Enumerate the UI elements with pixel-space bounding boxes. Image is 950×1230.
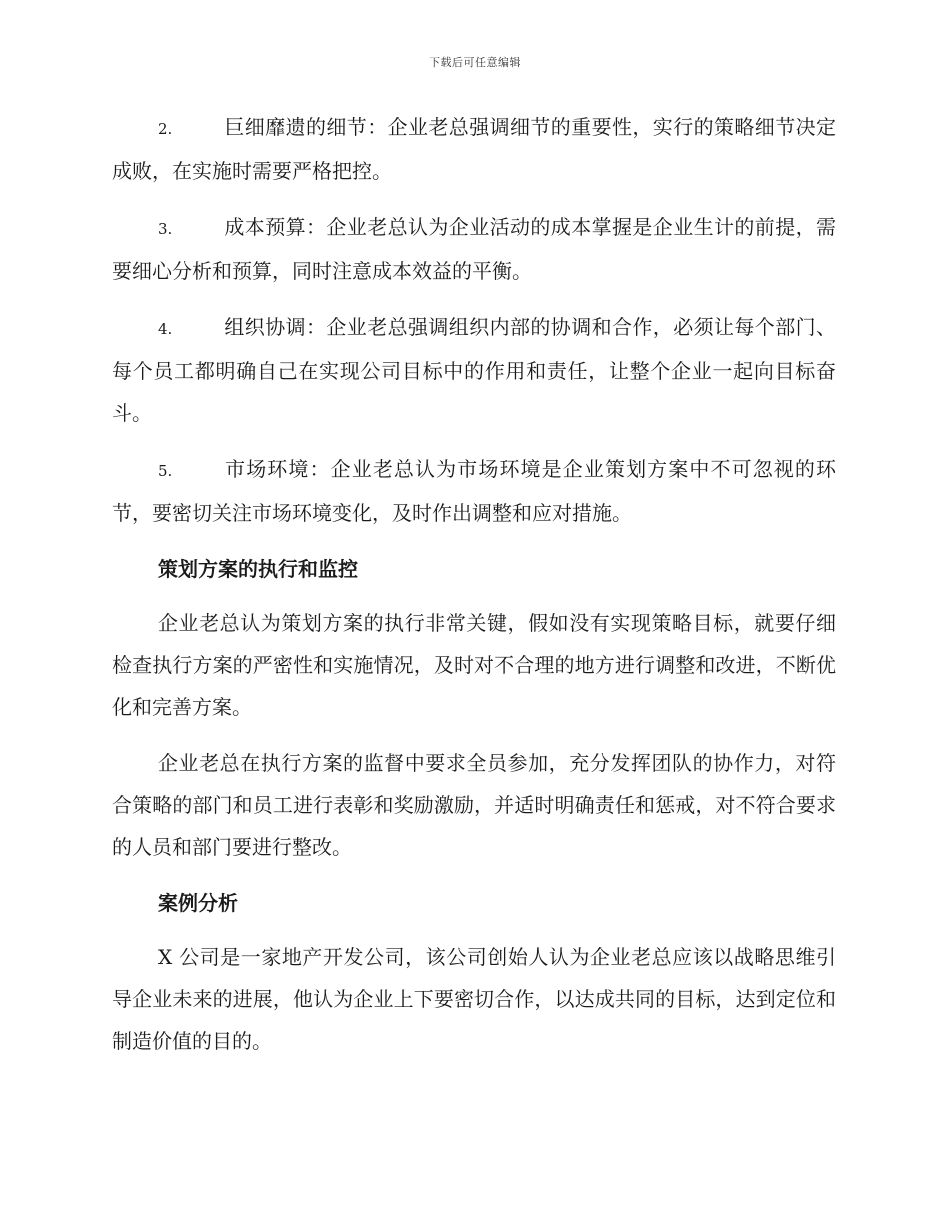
list-item-number: 2.: [158, 120, 173, 138]
document-body: [112, 106, 836, 1076]
page-header: 下载后可任意编辑: [429, 56, 521, 69]
list-item-text: 市场环境：企业老总认为市场环境是企业策划方案中不可忽视的环节，要密切关注市场环境变化，及时作出调整和应对措施。: [112, 457, 836, 525]
body-paragraph: 企业老总在执行方案的监督中要求全员参加，充分发挥团队的协作力，对符合策略的部门和员工进行表彰和奖励激励，并适时明确责任和惩戒，对不符合要求的人员和部门要进行整改。: [112, 751, 836, 859]
list-item: [112, 106, 836, 192]
list-item: [112, 206, 836, 292]
list-item-number: 5.: [158, 462, 173, 480]
list-item-text: 组织协调：企业老总强调组织内部的协调和合作，必须让每个部门、每个员工都明确自己在实现公司目标中的作用和责任，让整个企业一起向目标奋斗。: [112, 315, 836, 425]
section-heading-case-study: 案例分析: [158, 891, 238, 915]
body-paragraph: X 公司是一家地产开发公司，该公司创始人认为企业老总应该以战略思维引导企业未来的进展，他认为企业上下要密切合作，以达成共同的目标，达到定位和制造价值的目的。: [112, 945, 836, 1053]
list-item-text: 巨细靡遗的细节：企业老总强调细节的重要性，实行的策略细节决定成败，在实施时需要严格把控。: [112, 115, 836, 183]
list-item: [112, 448, 836, 534]
list-item-number: 4.: [158, 320, 173, 338]
list-item-text: 成本预算：企业老总认为企业活动的成本掌握是企业生计的前提，需要细心分析和预算，同时注意成本效益的平衡。: [112, 215, 836, 283]
list-item-number: 3.: [158, 220, 173, 238]
section-heading-execution: 策划方案的执行和监控: [158, 557, 358, 581]
list-item: [112, 306, 836, 434]
body-paragraph: 企业老总认为策划方案的执行非常关键，假如没有实现策略目标，就要仔细检查执行方案的严密性和实施情况，及时对不合理的地方进行调整和改进，不断优化和完善方案。: [112, 611, 836, 719]
